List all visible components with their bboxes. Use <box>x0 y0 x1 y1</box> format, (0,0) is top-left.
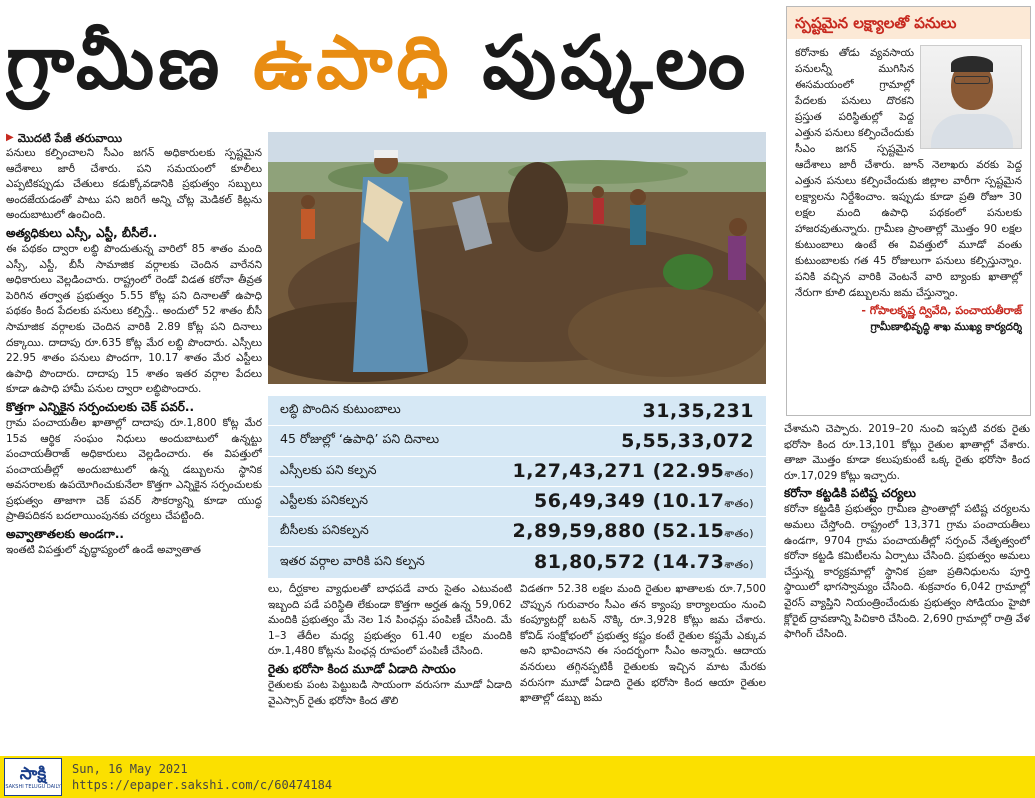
paragraph: చేశామని చెప్పారు. 2019–20 నుంచి ఇప్పటి వరకు రైతు భరోసా కింద రూ.13,101 కోట్లు రైతుల ఖాతాల్లో వేశారు. తాజా మొత్తం కూడా కలుపుకుంటే ఒక్క రైతు భరోసా కింద రూ.17,029 కోట్లు ఇచ్చారు. <box>784 423 1030 482</box>
stat-value: 5,55,33,072 <box>621 429 754 452</box>
logo-text: సాక్షి <box>19 763 47 784</box>
stat-value: 56,49,349 (10.17శాతం) <box>533 490 754 513</box>
stats-table <box>268 396 766 578</box>
quote-box-text: కరోనాకు తోడు వ్యవసాయ పనులన్నీ ముగిసిన ఈసమయంలో గ్రామాల్లో పేదలకు పనులు దొరకని ప్రస్తుత పరిస్థితుల్లో పెద్ద ఎత్తున పనులు కల్పించేందుకు సీఎం జగన్ స్పష్టమైన ఆదేశాలు జారీ చేశారు. జూన్ నెలాఖరు వరకు పెద్ద ఎత్తున పనులు కల్పించేందుకు జిల్లాల వారీగా స్పష్టమైన లక్ష్యాలను నిర్దేశించాం. ఇప్పుడు కూడా ప్రతి రోజూ 30 లక్షల మంది ఉపాధి పథకంలో పనులకు హాజరవుతున్నారు. గ్రామీణ ప్రాంతాల్లో మొత్తం 90 లక్షల కుటుంబాలు ఉంటే ఈ వివత్తులో మూడో వంతు కుటుంబాలకు గత 45 రోజులుగా పనులు కల్పిస్తున్నాం. పనికి వచ్చిన వారికి వెంటనే వారి బ్యాంకు ఖాతాల్లో నేరుగా కూలి డబ్బులను జమ చేస్తున్నాం. <box>795 47 1022 299</box>
stat-label: ఎస్సీలకు పని కల్పన <box>280 461 377 477</box>
subheading: కరోనా కట్టడికి పటిష్ట చర్యలు <box>784 486 916 501</box>
paragraph: పనులు కల్పించాలని సీఎం జగన్ అధికారులకు స్పష్టమైన ఆదేశాలు జారీ చేశారు. పని సమయంలో కూలీలు ఎప్పటికప్పుడు చేతులు కడుక్కోవడానికి ప్రభుత్వం సబ్బులు అందజేయడంతో పాటు పని జరిగే అన్ని చోట్ల మెడికల్ కిట్లను అందుబాటులో ఉంచింది. <box>6 147 262 222</box>
paragraph: ఇంతటి విపత్తులో వృద్ధాప్యంలో ఉండే అవ్వాతాత <box>6 544 201 557</box>
quote-signature: - గోపాలకృష్ణ ద్వివేది, పంచాయతీరాజ్ <box>861 304 1022 317</box>
stat-label: ఎస్టీలకు పనికల్పన <box>280 492 368 508</box>
official-portrait-image <box>920 45 1022 149</box>
logo-subtext: SAKSHI TELUGU DAILY <box>5 783 61 790</box>
quote-box-body <box>787 39 1030 301</box>
footer-info <box>72 761 332 793</box>
quote-box-title: స్పష్టమైన లక్ష్యాలతో పనులు <box>787 7 1030 39</box>
paragraph: రైతులకు పంట పెట్టుబడి సాయంగా వరుసగా మూడో ఏడాది వైఎస్సార్ రైతు భరోసా కింద తొలి <box>268 678 512 707</box>
headline-word-1: గ్రామీణ <box>6 20 224 106</box>
stat-row <box>268 396 766 426</box>
stat-row <box>268 457 766 487</box>
subheading: అవ్వాతాతలకు అండగా.. <box>6 527 124 542</box>
epaper-link[interactable]: https://epaper.sakshi.com/c/60474184 <box>72 778 333 792</box>
paragraph: విడతగా 52.38 లక్షల మంది రైతుల ఖాతాలకు రూ.7,500 చొప్పున గురువారం సీఎం తన క్యాంపు కార్యాలయం నుంచి కంప్యూటర్లో బటన్ నొక్కి రూ.3,928 కోట్లు జమ చేశారు. కోవిడ్ సంక్షోభంలో ప్రభుత్వ కష్టం కంటే రైతుల కష్టమే ఎక్కువ అని భావించానని ఈ సందర్భంగా సీఎం అన్నారు. ఆదాయ వనరులు తగ్గినప్పటికీ రైతులకు ఇచ్చిన మాట మేరకు వరుసగా మూడో ఏడాది రైతు భరోసా కింద ఆయా రైతుల ఖాతాల్లో డబ్బు జమ <box>520 583 766 705</box>
paragraph: ఈ పథకం ద్వారా లబ్ధి పొందుతున్న వారిలో 85 శాతం మంది ఎస్సీ, ఎస్టీ, బీసీ సామాజిక వర్గాలకు చెందిన వారేనని అధికారులు వెల్లడించారు. రాష్ట్రంలో రెండో విడత కరోనా తీవ్రత పెరిగిన తర్వాత ప్రభుత్వం 5.55 కోట్ల పని దినాలతో ఉపాధి పథకం కింద పేదలకు పనులు కల్పిస్తే.. అందులో 52 శాతం బీసీ సామాజిక వర్గాలకు చెందిన వారికి 2.89 కోట్ల పని దినాలు దక్కాయి. దాదాపు రూ.635 కోట్ల మేర లబ్ధి పొందారు. ఎస్సీలు 22.95 శాతం పనులు పొందగా, 10.17 శాతం మేర ఎస్టీలు ఉపాధి పొందారు. దాదాపు 15 శాతం ఇతర వర్గాల పేదలు కూడా ఉపాధి హామీ పనుల ద్వారా లబ్ధిపొందారు. <box>6 242 262 396</box>
footer-bar <box>0 756 1035 798</box>
subheading: రైతు భరోసా కింద మూడో ఏడాది సాయం <box>268 661 456 676</box>
stat-label: బీసీలకు పనికల్పన <box>280 522 369 538</box>
stat-value: 2,89,59,880 (52.15శాతం) <box>512 520 754 543</box>
stat-value: 31,35,231 <box>642 399 754 422</box>
stat-row <box>268 487 766 517</box>
paragraph: గ్రామ పంచాయతీల ఖాతాల్లో దాదాపు రూ.1,800 కోట్ల మేర 15వ ఆర్థిక సంఘం నిధులు అందుబాటులో ఉన్నట్టు పంచాయతీరాజ్ అధికారులు వెల్లడించారు. ఈ విపత్తులో పంచాయతీల్లో అందుబాటులో ఉన్న డబ్బులను స్థానిక అవసరాలకు ఉపయోగించుకునేలా కొత్తగా ఎన్నికైన సర్పంచులకు ప్రభుత్వం తాజాగా చెక్ పవర్ సౌకర్యాన్ని కూడా యుద్ధ ప్రాతిపదికన బదలాయింపునకు చర్యలు చేపట్టింది. <box>6 416 262 523</box>
headline-word-2: ఉపాధి <box>253 20 453 106</box>
article-column-1 <box>6 130 262 752</box>
article-column-3 <box>520 582 766 754</box>
continued-label: ▶ మొదటి పేజీ తరువాయి <box>6 131 123 145</box>
stat-row <box>268 517 766 547</box>
quote-designation: గ్రామీణాభివృద్ధి శాఖ ముఖ్య కార్యదర్శి <box>870 321 1022 333</box>
stat-label: 45 రోజుల్లో ‘ఉపాధి’ పని దినాలు <box>280 431 440 447</box>
stat-row <box>268 426 766 456</box>
stat-row <box>268 547 766 577</box>
stat-value: 1,27,43,271 (22.95శాతం) <box>512 459 754 482</box>
paragraph: కరోనా కట్టడికి ప్రభుత్వం గ్రామీణ ప్రాంతాల్లో పటిష్ట చర్యలను అమలు చేస్తోంది. రాష్ట్రంలో 13,371 గ్రామ పంచాయతీలు ఉండగా, 9704 గ్రామ పంచాయతీల్లో సర్పంచ్ నేతృత్వంలో కరోనా కట్టడి కమిటీలను ఏర్పాటు చేసింది. ప్రభుత్వం అమలు చేస్తున్న కార్యక్రమాల్లో స్థానిక ప్రజా ప్రతినిధులను పూర్తి స్థాయిలో భాగస్వామ్యం చేసింది. శుక్రవారం 6,042 గ్రామాల్లో వైరస్ వ్యాప్తిని నియంత్రించేందుకు ప్రభుత్వం సోడియం హైపో క్లోరైట్ ద్రావణాన్ని పిచికారి చేసింది. 2,690 గ్రామాల్లో రాత్రి వేళ ఫాగింగ్ చేసింది. <box>784 503 1030 641</box>
stat-label: ఇతర వర్గాల వారికి పని కల్పన <box>280 553 425 569</box>
workers-photo-illustration <box>268 132 766 384</box>
sakshi-logo[interactable] <box>4 758 62 796</box>
headline <box>6 6 780 121</box>
workers-photo <box>268 132 766 384</box>
subheading: కొత్తగా ఎన్నికైన సర్పంచులకు చెక్ పవర్.. <box>6 399 195 414</box>
subheading: అత్యధికులు ఎస్సీ, ఎస్టీ, బీసీలే.. <box>6 225 158 240</box>
article-column-2 <box>268 582 512 754</box>
triangle-icon: ▶ <box>6 132 14 143</box>
paragraph: లు, దీర్ఘకాల వ్యాధులతో బాధపడే వారు సైతం ఎటువంటి ఇబ్బంది పడే పరిస్థితి లేకుండా కొత్తగా అర్హత ఉన్న 59,062 మందికి ప్రభుత్వం మే నెల 1న పింఛన్లు పంపిణీ చేసింది. మే 1–3 తేదీల మధ్య ప్రభుత్వం 61.40 లక్షల మందికి రూ.1,480 కోట్లను పింఛన్ల రూపంలో పంపిణీ చేసింది. <box>268 583 512 658</box>
publish-date: Sun, 16 May 2021 <box>72 762 188 776</box>
headline-word-3: పుష్కలం <box>482 20 750 106</box>
stat-label: లబ్ధి పొందిన కుటుంబాలు <box>280 401 401 417</box>
quote-box <box>786 6 1031 416</box>
stat-value: 81,80,572 (14.73శాతం) <box>533 551 754 574</box>
article-column-4 <box>784 422 1030 754</box>
